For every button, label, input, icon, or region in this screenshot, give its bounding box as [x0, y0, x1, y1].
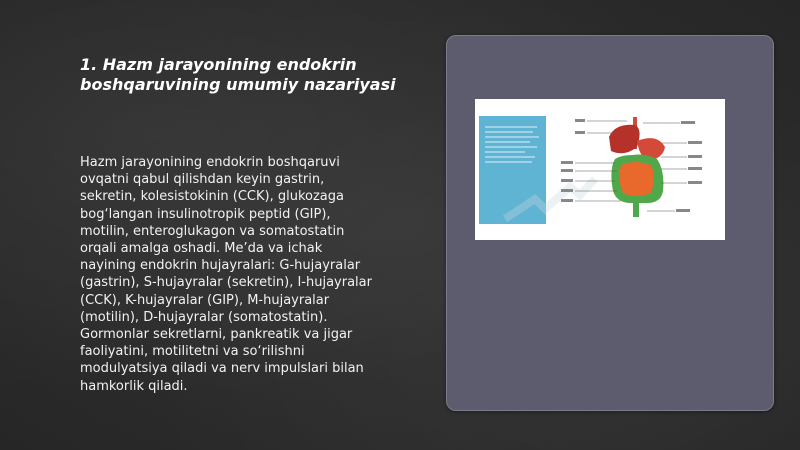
- body-line: nayining endokrin hujayralari: G-hujayralar: [80, 258, 361, 274]
- body-line: ovqatni qabul qilishdan keyin gastrin,: [80, 172, 325, 188]
- slide-title: [80, 55, 410, 95]
- body-line: motilin, enteroglukagon va somatostatin: [80, 223, 345, 239]
- body-line: orqali amalga oshadi. Me’da va ichak: [80, 241, 323, 257]
- body-line: (motilin), D-hujayralar (somatostatin).: [80, 309, 328, 325]
- slide-title-line: boshqaruvining umumiy nazariyasi: [80, 75, 396, 94]
- digestive-system-diagram: [475, 99, 725, 240]
- body-line: sekretin, kolesistokinin (CCK), glukozaga: [80, 189, 344, 205]
- body-line: Gormonlar sekretlarni, pankreatik va jigar: [80, 327, 353, 343]
- body-line: modulyatsiya qiladi va nerv impulslari bilan: [80, 361, 364, 377]
- small-intestine: [619, 162, 654, 196]
- body-line: faoliyatini, motilitetni va so‘rilishni: [80, 344, 305, 360]
- slide-title-line: 1. Hazm jarayonining endokrin: [80, 55, 357, 74]
- body-line: bog‘langan insulinotropik peptid (GIP),: [80, 206, 331, 222]
- body-line: hamkorlik qiladi.: [80, 378, 188, 394]
- body-paragraph: [80, 154, 420, 395]
- body-line: (CCK), K-hujayralar (GIP), M-hujayralar: [80, 292, 330, 308]
- body-line: Hazm jarayonining endokrin boshqaruvi: [80, 155, 340, 170]
- body-line: (gastrin), S-hujayralar (sekretin), I-hujayralar: [80, 275, 372, 291]
- rectum: [633, 203, 639, 217]
- digestive-system-illustration: [475, 99, 725, 240]
